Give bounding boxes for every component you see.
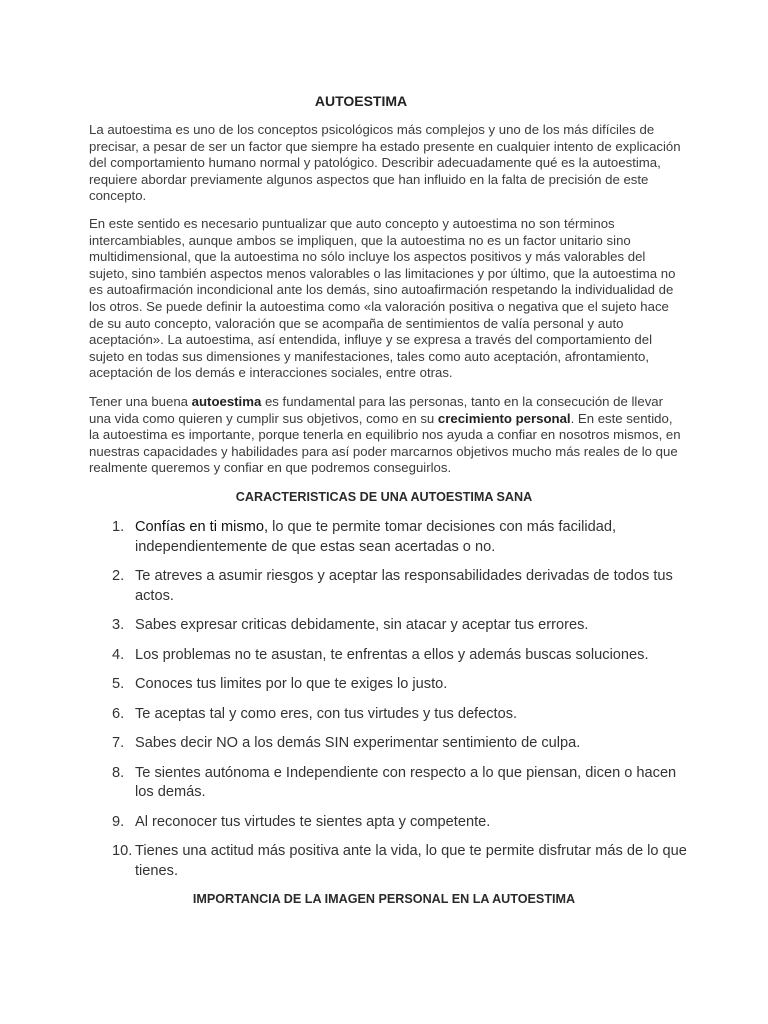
list-item-text: Sabes expresar criticas debidamente, sin atacar y aceptar tus errores.	[135, 617, 589, 633]
list-item-number: 5.	[112, 676, 125, 692]
list-item-lead: Confías en ti mismo,	[135, 519, 269, 535]
paragraph-text: Tener una buena	[89, 394, 192, 409]
section-heading-imagen: IMPORTANCIA DE LA IMAGEN PERSONAL EN LA AUTOESTIMA	[192, 892, 576, 906]
section-heading-caracteristicas: CARACTERISTICAS DE UNA AUTOESTIMA SANA	[235, 490, 533, 504]
paragraph-text: es fundamental para las personas, tanto en la consecución de llevar una vida como quieren y cumplir sus objetivos, como en su	[89, 394, 664, 426]
list-item-number: 9.	[112, 813, 125, 830]
bold-term-crecimiento: crecimiento personal	[437, 410, 571, 426]
paragraph-importance	[89, 394, 681, 477]
bold-term-autoestima: autoestima	[191, 394, 262, 409]
list-item	[89, 705, 689, 725]
list-item	[89, 675, 689, 695]
list-item-text: lo que te permite tomar decisiones con más facilidad, independientemente de que estas sean acertadas o no.	[135, 519, 617, 555]
document-title: AUTOESTIMA	[314, 93, 408, 109]
list-item-number: 1.	[112, 519, 125, 535]
list-item-text: Te atreves a asumir riesgos y aceptar las responsabilidades derivadas de todos tus actos.	[135, 568, 673, 604]
list-item-text: Tienes una actitud más positiva ante la vida, lo que te permite disfrutar más de lo que tienes.	[135, 843, 687, 879]
list-item	[89, 616, 689, 636]
list-item	[89, 813, 689, 833]
list-item-number: 3.	[112, 617, 125, 633]
list-item-number: 8.	[112, 764, 125, 781]
list-item-text: Conoces tus limites por lo que te exiges lo justo.	[135, 676, 448, 692]
list-item	[89, 842, 689, 881]
list-item	[89, 567, 689, 606]
paragraph-definition: En este sentido es necesario puntualizar que auto concepto y autoestima no son términos intercambiables, aunque ambos se impliquen, que la autoestima no es un factor unitario sino multidimensional, que la autoestima no sólo incluye los aspectos positivos y más valorables del sujeto, sino también aspectos menos valorables o las limitaciones y por último, que la autoestima no es autoafirmación incondicional ante los demás, sino autoafirmación respetando la individualidad de los otros. Se puede definir la autoestima como «la valoración positiva o negativa que el sujeto hace de su auto concepto, valoración que se acompaña de sentimientos de valía personal y auto aceptación». La autoestima, así entendida, influye y se expresa a través del comportamiento del sujeto en todas sus dimensiones y manifestaciones, tales como auto aceptación, afrontamiento, aceptación de los demás e interacciones sociales, entre otras.	[89, 216, 676, 381]
list-item	[89, 646, 689, 666]
characteristics-list	[89, 518, 689, 891]
list-item-text: Te aceptas tal y como eres, con tus virtudes y tus defectos.	[135, 705, 518, 722]
list-item-number: 2.	[112, 568, 125, 584]
paragraph-text: . En este sentido, la autoestima es importante, porque tenerla en equilibrio nos ayuda a confiar en nosotros mismos, en nuestras capacidades y habilidades para así poder marcarnos objetivos mucho más reales de lo que realmente queremos y confiar en que podremos conseguirlos.	[89, 410, 681, 476]
list-item-number: 6.	[112, 705, 125, 722]
list-item-number: 10.	[112, 843, 133, 859]
list-item	[89, 764, 689, 803]
list-item	[89, 734, 689, 754]
list-item-text: Sabes decir NO a los demás SIN experimentar sentimiento de culpa.	[135, 735, 581, 751]
list-item-text: Te sientes autónoma e Independiente con respecto a lo que piensan, dicen o hacen los demás.	[135, 764, 677, 800]
list-item	[89, 518, 689, 557]
paragraph-intro: La autoestima es uno de los conceptos psicológicos más complejos y uno de los más difíciles de precisar, a pesar de ser un factor que siempre ha estado presente en cualquier intento de explicación del comportamiento humano normal y patológico. Describir adecuadamente qué es la autoestima, requiere abordar previamente algunos aspectos que han influido en la falta de precisión de este concepto.	[89, 122, 681, 204]
list-item-text: Al reconocer tus virtudes te sientes apta y competente.	[135, 813, 491, 830]
list-item-number: 4.	[112, 646, 125, 663]
list-item-text: Los problemas no te asustan, te enfrentas a ellos y además buscas soluciones.	[135, 646, 649, 663]
list-item-number: 7.	[112, 735, 125, 751]
